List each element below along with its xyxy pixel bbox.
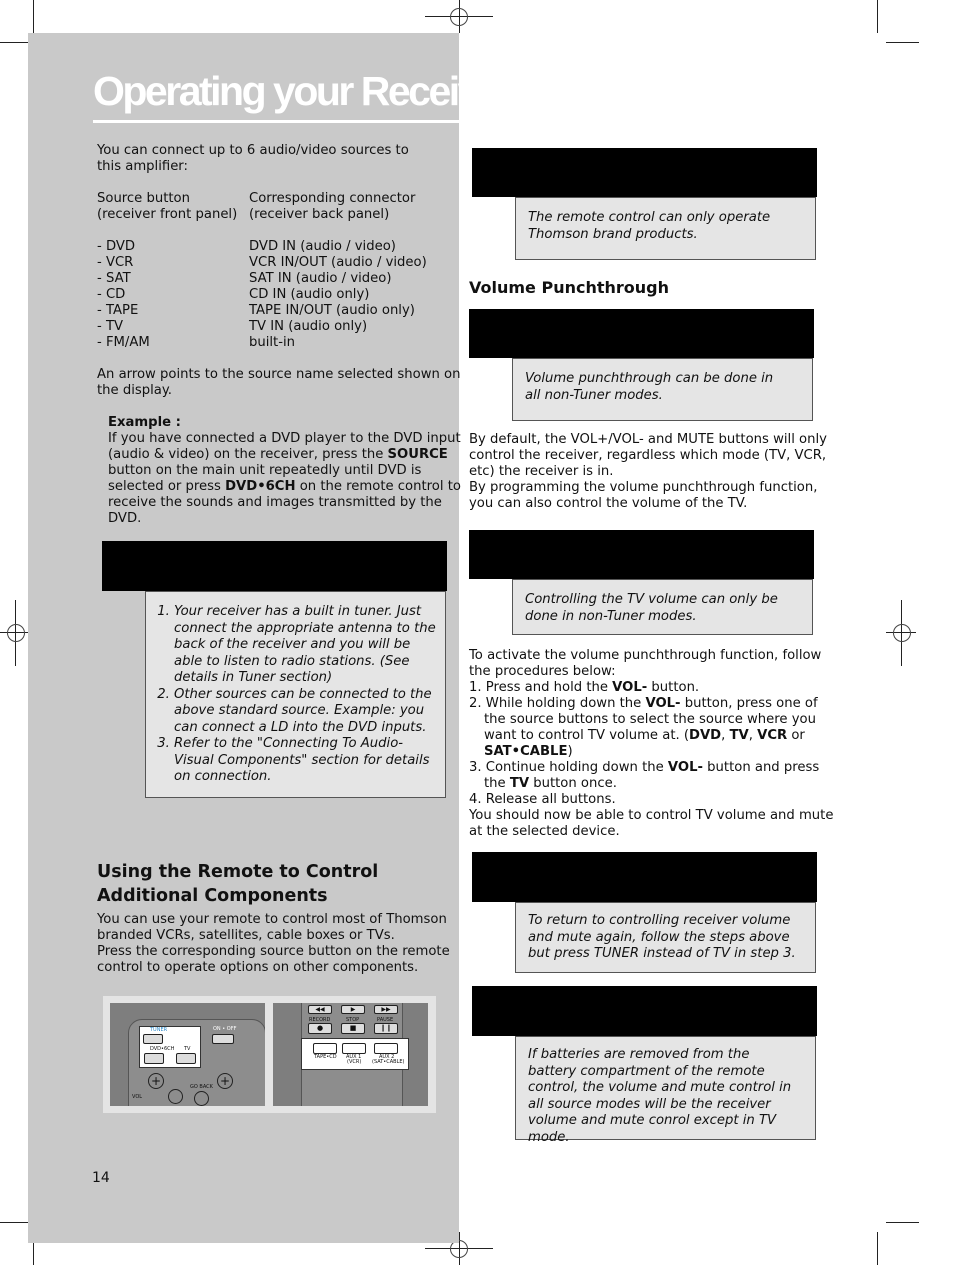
table-header-col2: Corresponding connector: [249, 191, 416, 206]
note-thomson-box: The remote control can only operate Thomson brand products.: [515, 197, 816, 260]
table-header-col1-sub: (receiver front panel): [97, 207, 238, 222]
text-span: button.: [647, 680, 700, 695]
crop-mark: [33, 0, 34, 33]
source-keyword: SOURCE: [387, 447, 448, 462]
tv-label: TV: [184, 1046, 191, 1052]
text-line: control the receiver, regardless which mode (TV, VCR,: [469, 448, 827, 463]
source-button: - DVD: [97, 239, 136, 254]
text-line: receive the sounds and images transmitted by the: [108, 495, 442, 510]
remote-image-transport-buttons: [273, 1003, 428, 1106]
stop-label: STOP: [346, 1017, 360, 1023]
registration-circle: [450, 8, 468, 26]
remote-section-text: [97, 912, 450, 976]
text-line: If you have connected a DVD player to the DVD input: [108, 431, 461, 446]
text-line: By default, the VOL+/VOL- and MUTE buttons will only: [469, 432, 827, 447]
source-connector: TAPE IN/OUT (audio only): [249, 303, 415, 318]
table-header-col2-sub: (receiver back panel): [249, 207, 390, 222]
onoff-button: [212, 1034, 234, 1044]
arrow-description: [97, 367, 461, 399]
source-connector: built-in: [249, 335, 296, 350]
text-line: the source buttons to select the source where you: [484, 712, 816, 727]
dvd6ch-button: [144, 1053, 164, 1064]
text-span: button, press one of: [680, 696, 818, 711]
tv-keyword: TV: [509, 776, 530, 791]
text-span: 1. Press and hold the: [469, 680, 613, 695]
intro-text: You can connect up to 6 audio/video sources to this amplifier:: [97, 143, 409, 174]
text-line: Press the corresponding source button on the remote: [97, 944, 450, 959]
page-number: 14: [92, 1170, 110, 1186]
source-table: [97, 191, 457, 361]
text-span: selected or press: [108, 479, 226, 494]
goback-label: GO BACK: [190, 1084, 213, 1090]
vol-minus-keyword: VOL-: [612, 680, 648, 695]
remote-section-heading: Using the Remote to Control Additional Components: [97, 862, 379, 906]
tapecd-label: TAPE•CD: [314, 1054, 337, 1060]
dvd6ch-label: DVD•6CH: [150, 1046, 175, 1052]
record-button: ●: [308, 1023, 332, 1034]
text-line: An arrow points to the source name selected shown on: [97, 367, 461, 382]
tv-button: [176, 1053, 196, 1064]
dvd-keyword: DVD: [689, 728, 722, 743]
crop-mark: [877, 1232, 878, 1265]
note-header-bar: [469, 309, 814, 358]
crop-mark: [877, 0, 878, 33]
sat-cable-keyword: SAT•CABLE: [484, 744, 568, 759]
tv-keyword: TV: [729, 728, 749, 743]
vcr-keyword: VCR: [757, 728, 788, 743]
note-batteries-box: If batteries are removed from the battery compartment of the remote control, the volume and mute control in all source modes will be the receiver volume and mute conrol except in TV mode.: [515, 1036, 816, 1140]
pause-button: ❙❙: [374, 1023, 398, 1034]
text-line: To activate the volume punchthrough function, follow: [469, 648, 822, 663]
notes-box: [145, 591, 446, 798]
vol-plus-icon: +: [217, 1073, 233, 1089]
crop-mark: [886, 1222, 919, 1223]
rewind-button: ◀◀: [308, 1005, 332, 1014]
text-line: You should now be able to control TV volume and mute: [469, 808, 834, 823]
text-line: etc) the receiver is in.: [469, 464, 614, 479]
play-button: ▶: [341, 1005, 365, 1014]
step-3: [469, 760, 834, 776]
text-span: want to control TV volume at. (: [484, 728, 690, 743]
note-header-bar: [469, 530, 814, 579]
text-line: [108, 479, 461, 495]
text-line: You can use your remote to control most of Thomson: [97, 912, 447, 927]
vol-minus-keyword: VOL-: [667, 760, 703, 775]
source-button: - FM/AM: [97, 335, 150, 350]
source-button: - TAPE: [97, 303, 139, 318]
tuner-button: [143, 1034, 163, 1044]
title-underline: [93, 120, 459, 123]
text-line: you can also control the volume of the TV.: [469, 496, 748, 511]
registration-circle: [7, 624, 25, 642]
text-span: 3. Continue holding down the: [469, 760, 668, 775]
text-line: [108, 447, 453, 463]
note-header-bar: [472, 986, 817, 1036]
stop-button: ■: [341, 1023, 365, 1034]
text-span: 2. While holding down the: [469, 696, 646, 711]
note-header-bar: [472, 148, 817, 197]
step-2: [469, 696, 834, 712]
source-button: - TV: [97, 319, 124, 334]
aux2-sub-label: (SAT•CABLE): [372, 1059, 405, 1065]
step-1: [469, 680, 834, 696]
source-button: - SAT: [97, 271, 131, 286]
list-item: 2. Other sources can be connected to the above standard source. Example: you can connect a LD into the DVD inputs.: [174, 687, 437, 737]
text-line: DVD.: [108, 511, 142, 526]
page-title: Operating your Receiver: [93, 68, 512, 114]
example-label: Example :: [108, 415, 181, 430]
registration-circle: [893, 624, 911, 642]
text-span: (audio & video) on the receiver, press the: [108, 447, 388, 462]
table-header-col1: Source button: [97, 191, 190, 206]
source-connector: CD IN (audio only): [249, 287, 370, 302]
fast-forward-button: ▶▶: [374, 1005, 398, 1014]
vol-minus-keyword: VOL-: [645, 696, 681, 711]
text-line: [469, 744, 834, 760]
step-4: 4. Release all buttons.: [469, 792, 616, 807]
round-button: [168, 1089, 183, 1104]
text-line: the display.: [97, 383, 172, 398]
aux1-label: AUX 1: [346, 1054, 362, 1060]
tapecd-button: [313, 1043, 337, 1054]
note-header-bar: [102, 541, 447, 591]
note-return-box: To return to controlling receiver volume and mute again, follow the steps above but press TUNER instead of TV in step 3.: [515, 902, 816, 973]
onoff-label: ON • OFF: [213, 1026, 237, 1032]
aux1-sub-label: (VCR): [347, 1059, 362, 1065]
text-line: the procedures below:: [469, 664, 616, 679]
source-connector: VCR IN/OUT (audio / video): [249, 255, 427, 270]
text-span: on the remote control to: [295, 479, 461, 494]
dvd6ch-keyword: DVD•6CH: [225, 479, 296, 494]
remote-image-source-buttons: [110, 1003, 265, 1106]
note-tv-box: Controlling the TV volume can only be done in non-Tuner modes.: [512, 579, 813, 635]
vol-label: VOL: [132, 1094, 143, 1100]
text-span: ): [567, 744, 573, 759]
text-line: By programming the volume punchthrough function,: [469, 480, 818, 495]
text-line: button on the main unit repeatedly until DVD is: [108, 463, 422, 478]
volume-punchthrough-heading: Volume Punchthrough: [469, 278, 670, 297]
text-line: branded VCRs, satellites, cable boxes or TVs.: [97, 928, 395, 943]
text-span: or: [787, 728, 805, 743]
text-line: control to operate options on other components.: [97, 960, 419, 975]
pause-label: PAUSE: [377, 1017, 394, 1023]
text-line: want to control TV volume at. (DVD, TV, VCR or: [484, 728, 805, 743]
crop-mark: [886, 42, 919, 43]
source-button: - CD: [97, 287, 126, 302]
source-connector: TV IN (audio only): [249, 319, 368, 334]
record-label: RECORD: [309, 1017, 331, 1023]
source-connector: DVD IN (audio / video): [249, 239, 396, 254]
round-button: [194, 1091, 209, 1106]
source-button: - VCR: [97, 255, 134, 270]
note-header-bar: [472, 852, 817, 902]
notes-list: [146, 604, 437, 786]
note-vp-box: Volume punchthrough can be done in all non-Tuner modes.: [512, 358, 813, 421]
text-line: [469, 776, 834, 792]
source-connector: SAT IN (audio / video): [249, 271, 392, 286]
aux2-button: [374, 1043, 398, 1054]
aux2-label: AUX 2: [379, 1054, 395, 1060]
vp-description: [469, 432, 829, 512]
aux1-button: [342, 1043, 366, 1054]
steps-block: [469, 648, 834, 840]
vol-plus-icon: +: [148, 1073, 164, 1089]
text-span: the: [484, 776, 510, 791]
text-span: button once.: [529, 776, 617, 791]
text-line: at the selected device.: [469, 824, 620, 839]
list-item: 3. Refer to the "Connecting To Audio-Visual Components" section for details on connection.: [174, 736, 437, 786]
text-span: button and press: [702, 760, 820, 775]
list-item: 1. Your receiver has a built in tuner. Just connect the appropriate antenna to the back of the receiver and you will be able to listen to radio stations. (See details in Tuner section): [174, 604, 437, 687]
tuner-label: TUNER: [150, 1027, 168, 1033]
example-block: [108, 415, 461, 527]
